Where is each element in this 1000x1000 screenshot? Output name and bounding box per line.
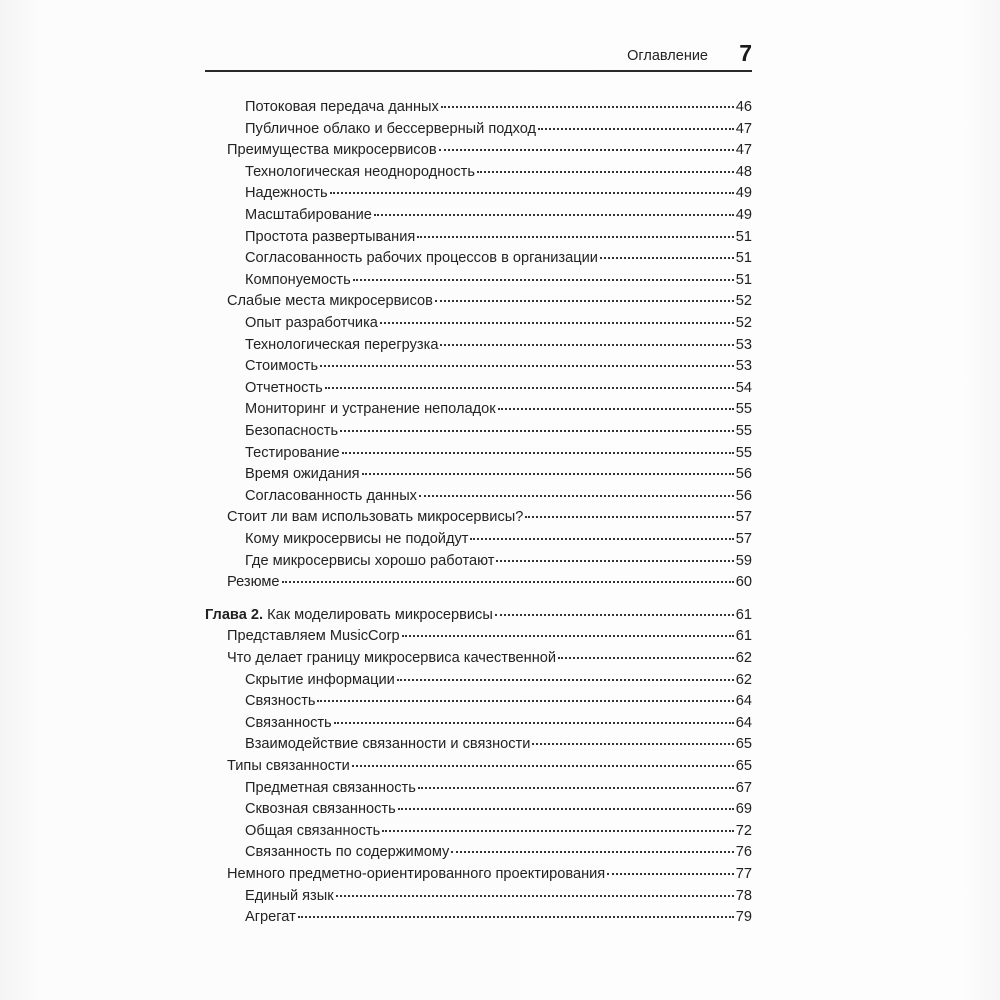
dot-leader [325, 386, 734, 389]
dot-leader [525, 515, 733, 518]
toc-entry-label: Время ожидания [245, 466, 360, 483]
toc-entry-title [245, 464, 360, 486]
dot-leader [532, 742, 733, 745]
toc-entry [245, 399, 752, 421]
toc-page-number: 51 [735, 228, 752, 245]
toc-entry [245, 713, 752, 735]
dot-leader [496, 559, 733, 562]
toc-entry-title [245, 486, 417, 508]
toc-entry [245, 97, 752, 119]
toc-page-number: 67 [735, 779, 752, 796]
toc-chapter [205, 605, 752, 627]
toc-entry [245, 248, 752, 270]
toc-entry-title [245, 119, 536, 141]
toc-entry-title [245, 248, 598, 270]
toc-page-number: 59 [735, 552, 752, 569]
toc-page-number: 47 [735, 142, 752, 159]
toc-entry [227, 626, 752, 648]
toc-entry-label: Публичное облако и бессерверный подход [245, 120, 537, 137]
toc-entry-label: Компонуемость [245, 271, 351, 288]
toc-entry-label: Стоит ли вам использовать микросервисы? [227, 509, 524, 526]
toc-entry-label: Резюме [227, 574, 280, 591]
toc-entry [227, 140, 752, 162]
toc-entry [245, 529, 752, 551]
toc-entry-title [245, 335, 438, 357]
toc-entry-title [245, 821, 380, 843]
toc-page-number: 52 [735, 293, 752, 310]
toc-entry-label: Представляем MusicCorp [227, 628, 400, 645]
dot-leader [470, 537, 733, 540]
toc-entry-title [227, 572, 280, 594]
toc-entry [227, 291, 752, 313]
toc-entry-label: Что делает границу микросервиса качественной [227, 650, 557, 666]
toc-entry-label: Согласованность рабочих процессов в организации [245, 250, 598, 267]
toc-entry-title [227, 626, 400, 648]
dot-leader [317, 699, 733, 702]
toc-page-number: 56 [735, 466, 752, 483]
toc-entry [227, 864, 752, 886]
toc-page-number: 55 [735, 423, 752, 439]
toc-entry-label: Надежность [245, 185, 328, 202]
dot-leader [374, 213, 734, 216]
toc-entry-title [245, 886, 334, 908]
toc-entry [245, 842, 752, 864]
toc-entry [227, 572, 752, 594]
toc-entry-title [245, 670, 395, 692]
toc-entry-label: Отчетность [245, 379, 323, 396]
toc-entry-title [227, 507, 523, 529]
toc-entry [245, 670, 752, 692]
toc-entry [245, 886, 752, 908]
toc-entry [245, 486, 752, 508]
toc-entry-label: Связность [245, 693, 316, 710]
toc-entry-label: Немного предметно-ориентированного проектирования [227, 866, 606, 882]
toc-entry [245, 443, 752, 465]
toc-entry-label: Масштабирование [245, 207, 372, 223]
toc-page-number: 46 [735, 99, 752, 115]
dot-leader [342, 451, 734, 454]
toc-page-number: 60 [735, 574, 752, 591]
toc-entry-label: Взаимодействие связанности и связности [245, 736, 531, 753]
toc-entry-title [245, 183, 328, 205]
toc-chapter-number: Глава 2. [205, 606, 264, 623]
toc-entry-label: Скрытие информации [245, 671, 395, 688]
toc-entry [245, 907, 752, 929]
toc-entry-label: Технологическая неоднородность [245, 163, 475, 180]
toc-page-number: 61 [735, 628, 752, 645]
toc-entry-label: Агрегат [245, 909, 296, 926]
toc-entry-title [245, 205, 372, 227]
toc-entry [245, 821, 752, 843]
toc-entry [245, 734, 752, 756]
toc-entry-title [245, 97, 439, 119]
dot-leader [558, 656, 734, 659]
toc-entry [245, 162, 752, 184]
toc-page-number: 78 [735, 887, 752, 904]
toc-entry-title [245, 799, 396, 821]
toc-entry-title [205, 605, 493, 627]
toc-entry-label: Стоимость [245, 358, 319, 375]
toc-page-number: 48 [735, 163, 752, 180]
toc-entry-label: Где микросервисы хорошо работают [245, 552, 495, 569]
toc-page-number: 69 [735, 801, 752, 818]
dot-leader [362, 472, 734, 475]
toc-entry-title [245, 399, 496, 421]
dot-leader [380, 321, 734, 324]
toc-entry [245, 270, 752, 292]
toc-entry [245, 356, 752, 378]
toc-entry [245, 691, 752, 713]
toc-entry-title [245, 842, 449, 864]
toc-page-number: 57 [735, 509, 752, 526]
dot-leader [477, 170, 734, 173]
dot-leader [419, 494, 734, 497]
header-title: Оглавление [627, 48, 708, 64]
toc-entry-label: Связанность по содержимому [245, 844, 450, 861]
toc-entry-title [227, 756, 350, 778]
toc-page-number: 61 [735, 606, 752, 623]
dot-leader [334, 721, 734, 724]
dot-leader [441, 105, 734, 108]
toc-entry-title [227, 291, 433, 313]
dot-leader [498, 407, 734, 410]
toc-entry [245, 464, 752, 486]
toc-page-number: 53 [735, 336, 752, 353]
toc-page-number: 52 [735, 315, 752, 331]
dot-leader [440, 343, 733, 346]
toc-entry-label: Потоковая передача данных [245, 99, 439, 115]
toc-entry-title [245, 691, 315, 713]
toc-entry-title [227, 864, 605, 886]
running-header [205, 38, 752, 72]
toc-entry [245, 205, 752, 227]
toc-entry-title [245, 162, 475, 184]
toc-entry-label: Технологическая перегрузка [245, 336, 439, 353]
toc-entry-label: Сквозная связанность [245, 801, 396, 818]
toc-entry-label: Слабые места микросервисов [227, 293, 433, 310]
dot-leader [451, 850, 733, 853]
toc-entry-title [245, 734, 530, 756]
toc-entry-title [245, 778, 416, 800]
toc-entry [245, 778, 752, 800]
toc-entry [245, 227, 752, 249]
toc-page-number: 72 [735, 822, 752, 839]
dot-leader [607, 872, 734, 875]
toc-entry-label: Кому микросервисы не подойдут [245, 531, 469, 547]
toc-entry-title [245, 313, 378, 335]
dot-leader [538, 127, 734, 130]
toc-page-number: 62 [735, 671, 752, 688]
toc-entry [227, 507, 752, 529]
toc-page-number: 65 [735, 736, 752, 753]
toc-entry-title [227, 648, 556, 670]
dot-leader [418, 786, 734, 789]
toc-entry [245, 799, 752, 821]
dot-leader [439, 148, 734, 151]
toc-entry-label: Простота развертывания [245, 228, 416, 245]
dot-leader [336, 894, 734, 897]
toc-page-number: 64 [735, 693, 752, 710]
toc-entry-title [245, 270, 351, 292]
dot-leader [495, 613, 734, 616]
toc-entry-title [245, 378, 323, 400]
toc-entry [245, 183, 752, 205]
toc-page-number: 51 [735, 271, 752, 288]
toc-entry-label: Общая связанность [245, 822, 381, 839]
toc-page-number: 55 [735, 401, 752, 418]
toc-entry [245, 313, 752, 335]
toc-entry-title [245, 356, 318, 378]
toc-entry-title [245, 907, 296, 929]
toc-entry-title [245, 227, 415, 249]
toc-page-number: 77 [735, 866, 752, 882]
toc-page-number: 62 [735, 650, 752, 666]
toc-page-number: 49 [735, 185, 752, 202]
toc-page-number: 64 [735, 714, 752, 731]
toc-entry [245, 335, 752, 357]
toc-entry [245, 551, 752, 573]
dot-leader [330, 191, 734, 194]
dot-leader [320, 364, 734, 367]
toc-entry-label: Мониторинг и устранение неполадок [245, 401, 496, 418]
toc-page-number: 65 [735, 758, 752, 774]
dot-leader [282, 580, 734, 583]
dot-leader [382, 829, 734, 832]
toc-entry-label: Как моделировать микросервисы [267, 606, 493, 623]
dot-leader [353, 278, 734, 281]
dot-leader [435, 299, 734, 302]
toc-entry-title [245, 713, 332, 735]
toc-entry-label: Преимущества микросервисов [227, 142, 437, 159]
toc-entry-title [245, 421, 338, 443]
dot-leader [402, 634, 734, 637]
toc-entry-label: Опыт разработчика [245, 315, 378, 331]
toc-entry [227, 756, 752, 778]
dot-leader [352, 764, 734, 767]
toc-entry-label: Типы связанности [227, 758, 350, 774]
toc-entry [245, 378, 752, 400]
toc-page-number: 49 [735, 207, 752, 223]
toc-entry-label: Безопасность [245, 423, 339, 439]
dot-leader [600, 256, 734, 259]
toc-entry-label: Тестирование [245, 444, 340, 461]
toc-page-number: 55 [735, 444, 752, 461]
dot-leader [397, 678, 734, 681]
dot-leader [298, 915, 734, 918]
toc-entry-title [245, 551, 494, 573]
toc-page-number: 54 [735, 379, 752, 396]
toc-page-number: 47 [735, 120, 752, 137]
toc-page-number: 56 [735, 487, 752, 504]
toc-entry-title [227, 140, 437, 162]
toc-page-number: 79 [735, 909, 752, 926]
toc-entry-title [245, 529, 468, 551]
dot-leader [417, 235, 733, 238]
toc-page-number: 76 [735, 844, 752, 861]
toc-entry-label: Согласованность данных [245, 487, 417, 504]
toc-page-number: 51 [735, 250, 752, 267]
dot-leader [340, 429, 734, 432]
dot-leader [398, 807, 734, 810]
header-page-number: 7 [739, 40, 752, 66]
toc-entry-label: Предметная связанность [245, 779, 416, 796]
toc-entry [245, 119, 752, 141]
toc-entry [227, 648, 752, 670]
toc-entry-title [245, 443, 340, 465]
toc-page-number: 53 [735, 358, 752, 375]
toc-entry-label: Связанность [245, 714, 332, 731]
toc-entry [245, 421, 752, 443]
toc-entry-label: Единый язык [245, 887, 334, 904]
toc-page-number: 57 [735, 531, 752, 547]
